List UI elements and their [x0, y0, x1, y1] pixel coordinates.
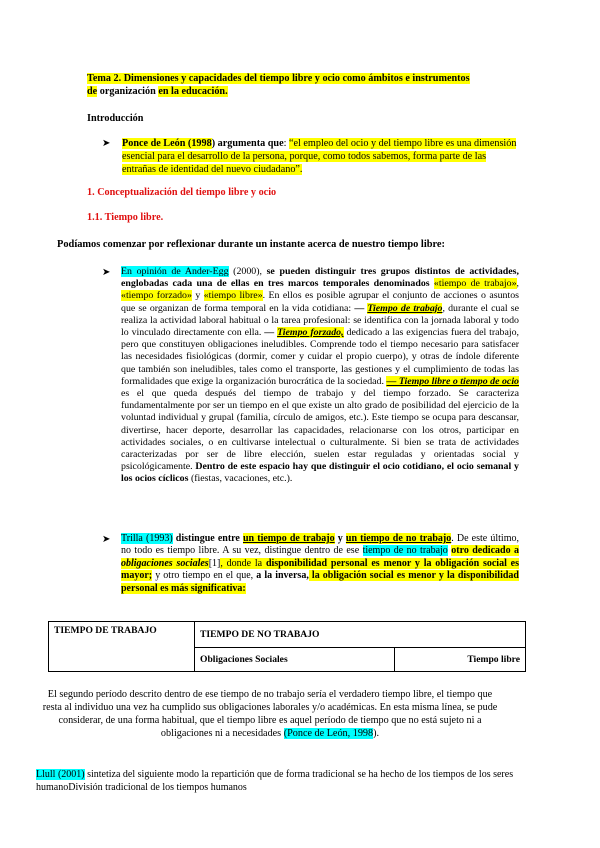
- table-header-work: TIEMPO DE TRABAJO: [49, 622, 195, 672]
- para2-close: ).: [373, 728, 380, 739]
- section-1-heading: 1. Conceptualización del tiempo libre y ocio: [87, 187, 277, 198]
- intro-heading: Introducción: [87, 113, 144, 124]
- llull-text: sintetiza del siguiente modo la repartición que de forma tradicional se ha hecho de los tiempos de los seres humanoDivisión tradicional de los tiempos humanos: [36, 769, 514, 793]
- table-cell-social: Obligaciones Sociales: [195, 648, 395, 672]
- ander-bold-1: se pueden distinguir tres grupos distintos de actividades, englobadas cada una de ellas en tres marcos temporales denominados: [121, 266, 519, 290]
- bullet-arrow-icon: ➤: [102, 267, 111, 278]
- trilla-bold-1: distingue entre: [172, 533, 243, 544]
- document-title: [87, 72, 527, 98]
- title-line2c: en la educación.: [158, 86, 228, 97]
- llull-cite: Llull (2001): [36, 769, 85, 780]
- ander-key-1: Tiempo de trabajo: [367, 302, 443, 314]
- intro-quote: “el empleo del ocio y del tiempo libre es una dimensión esencial para el desarrollo de la persona, porque, como todos sabemos, forma parte de las entrañas de identidad del nuevo ciudadano”.: [122, 138, 517, 175]
- trilla-text-3: y otro tiempo en el que,: [152, 570, 257, 582]
- ander-and: y: [191, 290, 204, 302]
- ander-term-3: «tiempo libre»: [203, 290, 263, 302]
- title-line2b: organización: [97, 86, 159, 97]
- ander-text-5: (fiestas, vacaciones, etc.).: [188, 473, 293, 485]
- trilla-term-3: tiempo de no trabajo: [362, 545, 448, 557]
- para2-cite: (Ponce de León, 1998: [283, 728, 374, 739]
- title-line1: Tema 2. Dimensiones y capacidades del tiempo libre y ocio como ámbitos e instrumentos: [87, 73, 470, 84]
- title-line2a: de: [87, 86, 98, 97]
- ander-egg-paragraph: [121, 266, 519, 486]
- intro-verb: argumenta que: [215, 138, 284, 149]
- table-cell-free: Tiempo libre: [395, 648, 526, 672]
- intro-author: Ponce de León (1998: [122, 138, 212, 149]
- trilla-and: y: [334, 533, 346, 544]
- table-header-nonwork: TIEMPO DE NO TRABAJO: [195, 622, 526, 648]
- ander-key-3: — Tiempo libre o tiempo de ocio: [386, 375, 519, 387]
- intro-paragraph: [122, 137, 518, 176]
- ander-dot: .: [262, 290, 269, 302]
- ander-term-2: «tiempo forzado»: [121, 290, 192, 302]
- intro-close-paren: ): [211, 138, 216, 149]
- ander-text-4: es el que queda después del tiempo de trabajo y del tiempo forzado. Se caracteriza fundamentalmente por ser un tiempo en el que existe un alto grado de posibilidad del ejercicio de la voluntad individual y grupal (familia, círculo de amigos, etc.). Este tiempo se ocupa para descansar, divertirse, hacer deporte, desarrollar las capacidades, relacionarse con los otros, participar en actividades sociales, o en cultivarse intelectual o culturalmente. Si bien se trata de actividades caracterizadas por ser de libre elección, suelen estar reguladas y orientadas social y psicológicamente.: [121, 388, 519, 473]
- trilla-bold-4: a la inversa,: [256, 570, 309, 582]
- trilla-footnote-ref[interactable]: [1]: [208, 557, 221, 569]
- ander-dash-2: —: [264, 327, 278, 339]
- trilla-term-1: un tiempo de trabajo: [243, 533, 335, 544]
- ander-comma: ,: [516, 278, 519, 290]
- intro-colon: :: [283, 138, 289, 149]
- trilla-bold-5: la obligación social es menor y la disponibilidad personal es más significativa:: [121, 570, 519, 594]
- section-11-heading: 1.1. Tiempo libre.: [87, 212, 164, 223]
- trilla-text-1: . De este último, no todo es tiempo libre. A su vez, distingue dentro de ese: [121, 533, 519, 557]
- ander-text-2: , durante el cual se realiza la actividad laboral habitual o la tarea profesional: se identifica con la jornada laboral y todo lo vinculado directamente con ella.: [121, 302, 520, 339]
- bullet-arrow-icon: ➤: [102, 138, 111, 149]
- trilla-text-2: , donde la: [220, 557, 266, 569]
- ander-text-1: En ellos es posible agrupar el conjunto de acciones o asuntos que se organizan de forma temporal en la vida cotidiana:: [121, 290, 520, 314]
- trilla-bold-3: disponibilidad personal es menor y la obligación social es mayor;: [121, 557, 519, 582]
- ander-cite: En opinión de Ander-Egg: [121, 266, 229, 277]
- trilla-bold-2: otro dedicado a: [451, 545, 520, 557]
- para2-text: El segundo período descrito dentro de ese tiempo de no trabajo sería el verdadero tiempo libre, el tiempo que resta al individuo una vez ha cumplido sus obligaciones laborales y/o académicas. En esta misma línea, se pude considerar, de una forma habitual, que el tiempo libre es aquel período de tiempo que no está sujeto ni a obligaciones ni a necesidades: [42, 689, 498, 739]
- trilla-cite: Trilla (1993): [121, 533, 173, 544]
- ander-year: (2000),: [228, 266, 267, 277]
- time-table: [48, 621, 526, 672]
- trilla-paragraph: [121, 533, 519, 595]
- ander-key-2: Tiempo forzado,: [277, 327, 344, 339]
- bullet-arrow-icon: ➤: [102, 534, 111, 545]
- ander-term-1: «tiempo de trabajo»: [433, 278, 517, 290]
- ander-dash-1: —: [354, 302, 368, 314]
- second-period-paragraph: [38, 688, 502, 740]
- trilla-bold-italic: obligaciones sociales: [121, 557, 209, 569]
- ander-bold-2: Dentro de este espacio hay que distinguir el ocio cotidiano, el ocio semanal y los ocios cíclicos: [121, 461, 519, 485]
- ander-text-3: dedicado a las exigencias fuera del trabajo, pero que constituyen obligaciones ineludibles. Comprende todo el tiempo necesario para satisfacer las necesidades fisiológicas (dormir, comer y cuidar el propio cuerpo), y otras de índole diferente que también son ineludibles, tales como el transporte, las gestiones y el cumplimiento de todas las formalidades que exige la organización burocrática de la sociedad.: [121, 327, 520, 387]
- reflection-prompt: Podíamos comenzar por reflexionar durante un instante acerca de nuestro tiempo libre:: [57, 239, 445, 250]
- trilla-term-2: un tiempo de no trabajo: [345, 533, 452, 544]
- llull-paragraph: [36, 768, 526, 794]
